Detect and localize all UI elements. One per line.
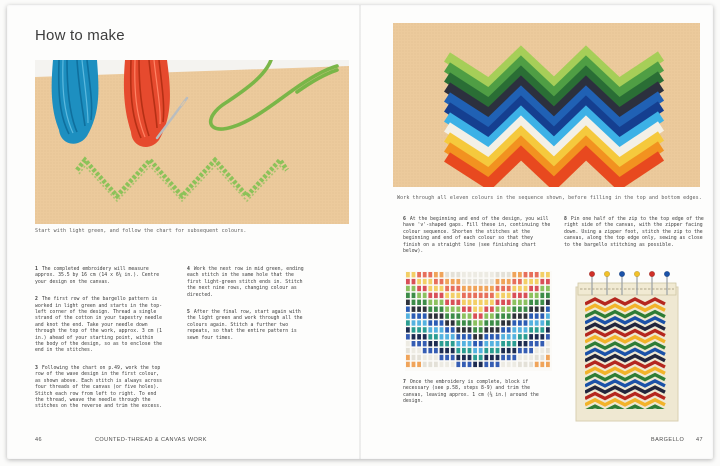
page-title: How to make [35, 27, 125, 44]
section-title: COUNTED-THREAD & CANVAS WORK [95, 437, 207, 443]
step-number: 6 [403, 217, 406, 222]
instructions-column-3 [403, 217, 553, 266]
step-5 [187, 310, 311, 342]
step-1 [35, 267, 163, 286]
step-number: 4 [187, 267, 190, 272]
step-number: 2 [35, 297, 38, 303]
step-8 [564, 217, 704, 249]
step-4 [187, 267, 311, 299]
step-3 [35, 366, 163, 411]
instructions-column-1 [35, 267, 163, 422]
step-2 [35, 297, 163, 355]
book-spread [7, 5, 713, 459]
step-6 [403, 217, 553, 255]
instructions-column-3b [403, 380, 553, 417]
step-text: Once the embroidery is complete, block if necessary (see p.58, steps 8-9) and trim the canvas, leaving approx. 1 cm (⅜ in.) around the design. [403, 380, 539, 405]
pinned-zip-photo [572, 269, 684, 429]
bargello-photo-caption: Work through all eleven colours in the sequence shown, before filling in the top and bottom edges. [397, 195, 702, 201]
step-text: At the beginning and end of the design, you will have 'v'-shaped gaps. Fill these in, continuing the colour sequence. Shorten the stitches at the beginning and end of each colour so that they finish on a straight line (see finishing chart below). [403, 217, 551, 255]
bargello-sample-photo [393, 23, 700, 187]
step-7 [403, 380, 553, 406]
step-number: 3 [35, 365, 38, 371]
step-text: Following the chart on p.49, work the top row of the wave design in the first colour, as shown above. Each stitch is always across four threads of the canvas (or five holes). Stitch each row from left to right. To end the thread, weave the needle through the stitches on the reverse and trim the excess. [35, 365, 163, 410]
step-text: Pin one half of the zip to the top edge of the right side of the canvas, with the zipper facing down. Using a zipper foot, stitch the zip to the canvas, along the top edge only, sewing as close to the bargello stitching as possible. [564, 217, 704, 248]
step-text: The completed embroidery will measure approx. 35.5 by 16 cm (14 x 6¼ in.). Centre your design on the canvas. [35, 267, 160, 285]
instructions-column-2 [187, 267, 311, 353]
step-number: 5 [187, 310, 190, 316]
step-text: The first row of the bargello pattern is worked in light green and starts in the top-left corner of the design. Thread a single strand of the cotton in your tapestry needle and knot the end. Take your needle down through the top of the work, approx. 3 cm (1 in.) ahead of your starting point, within the body of the design, so as to enclose the end in the stitches. [35, 297, 163, 354]
section-title: BARGELLO [651, 437, 685, 443]
materials-photo [35, 60, 349, 224]
step-text: Work the next row in mid green, ending each stitch in the same hole that the first light-green stitch ends in. Stitch the next nine rows, changing colour as directed. [187, 267, 304, 298]
finishing-chart [405, 271, 552, 371]
page-number: 46 [35, 437, 43, 443]
step-number: 7 [403, 380, 406, 385]
step-text: After the final row, start again with the light green and work through all the colours again. Stitch a further two repeats, so that the entire pattern is sewn four times. [187, 310, 303, 341]
materials-photo-caption: Start with light green, and follow the chart for subsequent colours. [35, 228, 247, 234]
page-number: 47 [696, 437, 704, 443]
step-number: 1 [35, 267, 38, 272]
book-spine [359, 5, 361, 459]
step-number: 8 [564, 217, 567, 222]
instructions-column-4 [564, 217, 704, 260]
